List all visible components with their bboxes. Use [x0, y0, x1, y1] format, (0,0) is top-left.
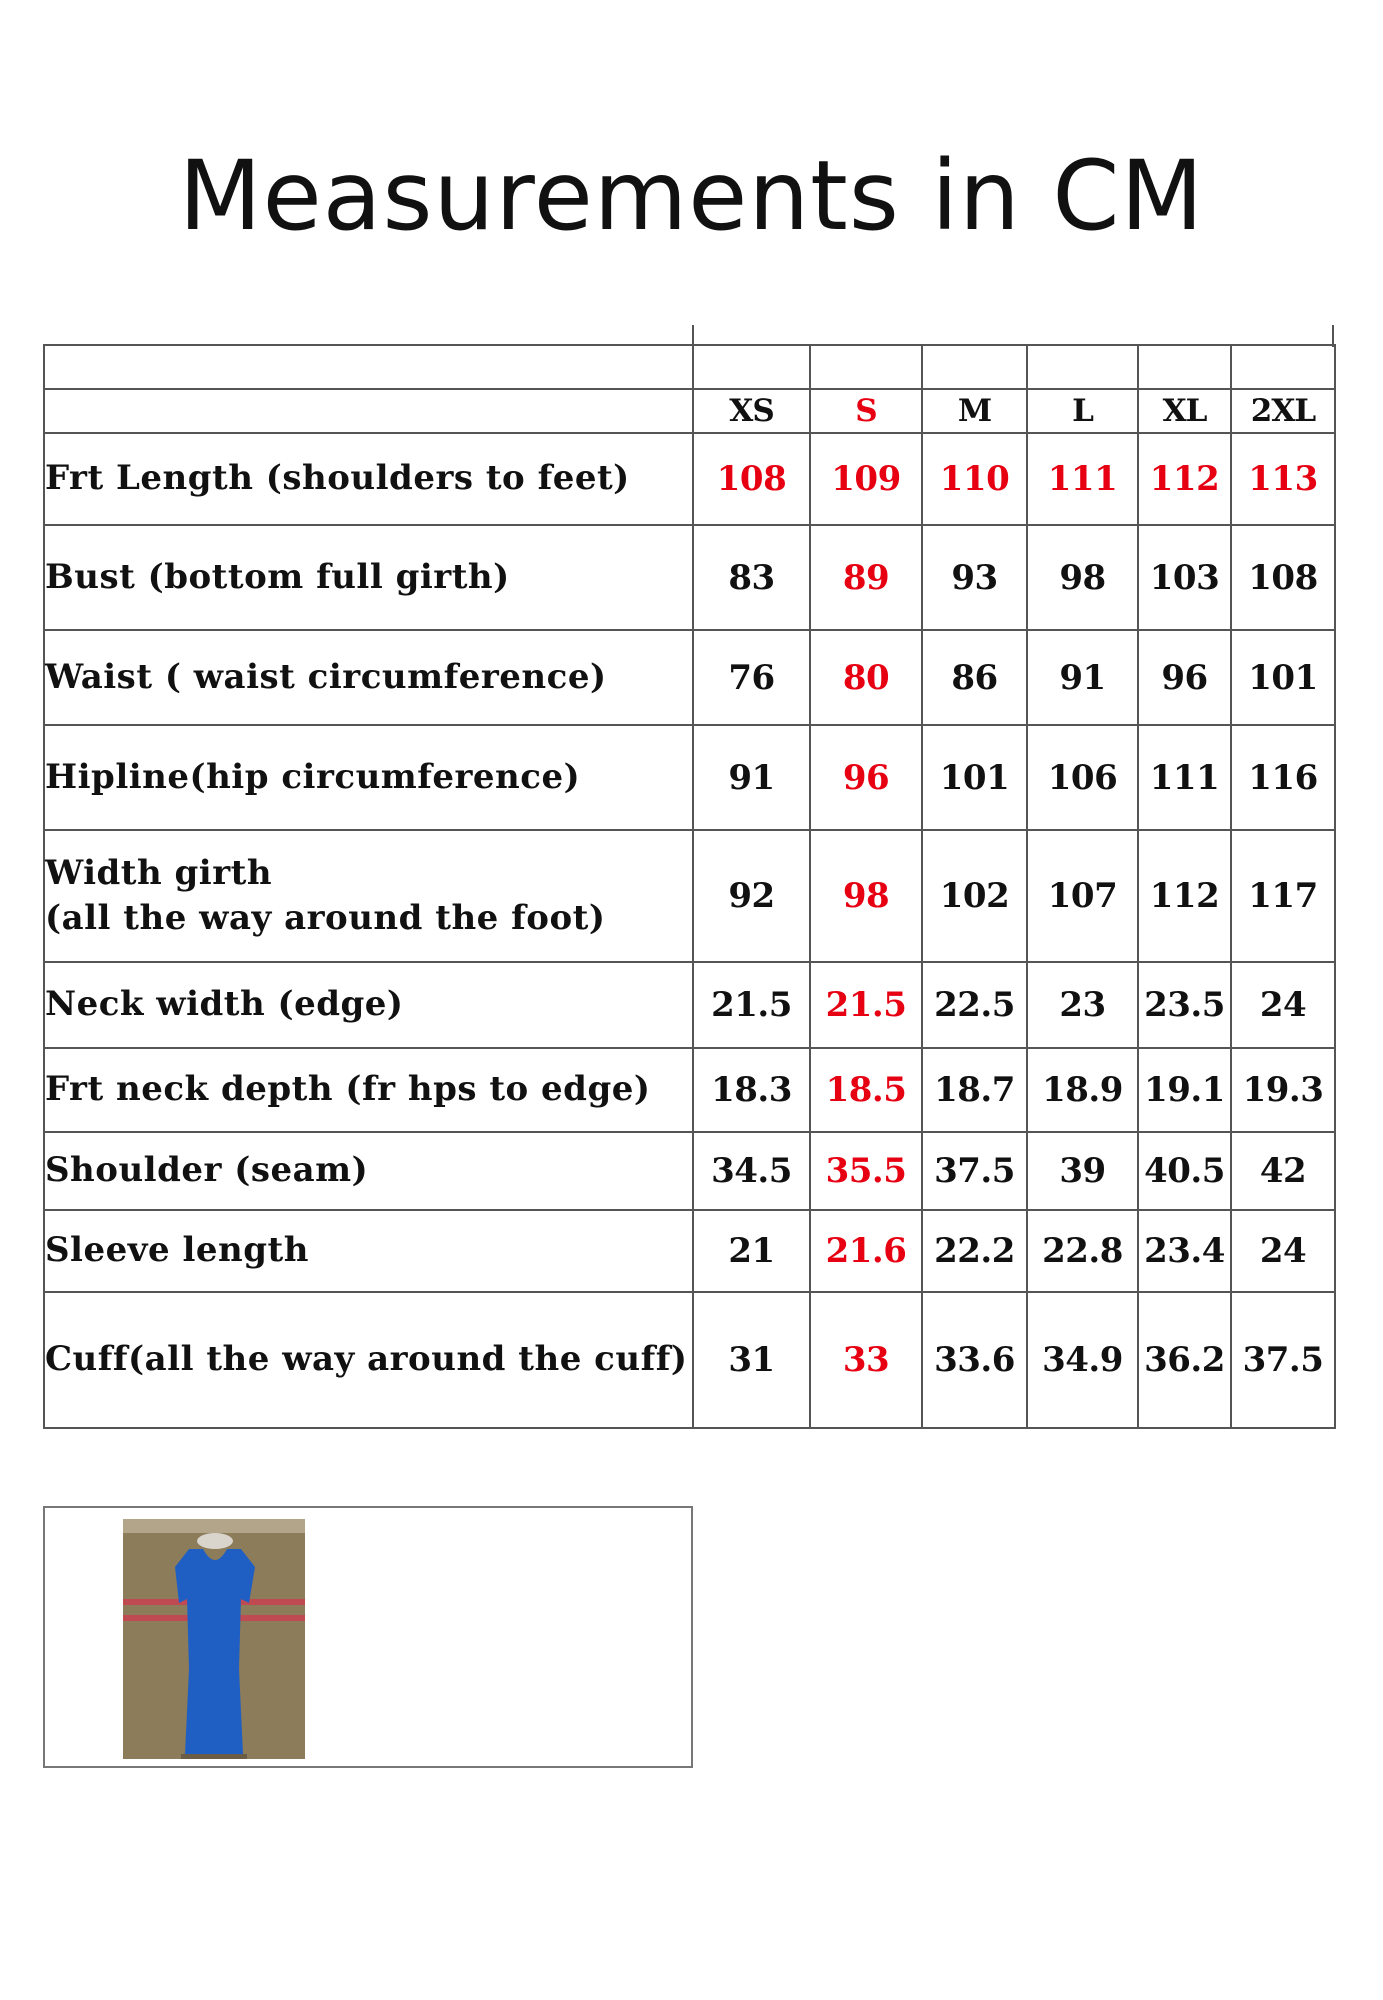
- row-label: Frt Length (shoulders to feet): [44, 433, 693, 525]
- size-header-m: M: [922, 389, 1027, 433]
- measurement-cell: 91: [1027, 630, 1138, 725]
- measurement-cell: 96: [1138, 630, 1231, 725]
- measurement-cell: 102: [922, 830, 1027, 962]
- measurement-cell: 101: [922, 725, 1027, 830]
- measurement-cell: 22.8: [1027, 1210, 1138, 1292]
- product-image-box: [43, 1506, 693, 1768]
- measurement-cell: 116: [1231, 725, 1335, 830]
- measurement-cell: 19.1: [1138, 1048, 1231, 1132]
- measurement-cell: 93: [922, 525, 1027, 630]
- blue-dress-photo-icon: [123, 1519, 305, 1759]
- row-label: Shoulder (seam): [44, 1132, 693, 1210]
- size-header-xl: XL: [1138, 389, 1231, 433]
- row-label: Waist ( waist circumference): [44, 630, 693, 725]
- measurement-cell: 18.3: [693, 1048, 810, 1132]
- measurement-cell: 35.5: [810, 1132, 922, 1210]
- page-title: Measurements in CM: [178, 140, 1205, 252]
- measurement-cell: 80: [810, 630, 922, 725]
- table-row: [44, 630, 1335, 725]
- measurement-cell: 37.5: [922, 1132, 1027, 1210]
- measurement-cell: 31: [693, 1292, 810, 1428]
- measurement-cell: 18.5: [810, 1048, 922, 1132]
- table-row: [44, 1292, 1335, 1428]
- measurement-cell: 112: [1138, 433, 1231, 525]
- blank-cell: [810, 345, 922, 389]
- table-row: [44, 962, 1335, 1048]
- measurement-cell: 40.5: [1138, 1132, 1231, 1210]
- measurement-cell: 109: [810, 433, 922, 525]
- blank-cell: [693, 345, 810, 389]
- table-row: [44, 1132, 1335, 1210]
- blank-cell: [44, 345, 693, 389]
- size-header-s: S: [810, 389, 922, 433]
- measurement-cell: 111: [1138, 725, 1231, 830]
- measurement-cell: 23.5: [1138, 962, 1231, 1048]
- measurement-cell: 113: [1231, 433, 1335, 525]
- measurement-cell: 106: [1027, 725, 1138, 830]
- measurement-cell: 21.6: [810, 1210, 922, 1292]
- blank-cell: [1027, 345, 1138, 389]
- measurement-cell: 108: [693, 433, 810, 525]
- size-header-row: [44, 389, 1335, 433]
- measurement-cell: 108: [1231, 525, 1335, 630]
- measurement-cell: 112: [1138, 830, 1231, 962]
- measurement-cell: 24: [1231, 1210, 1335, 1292]
- measurement-cell: 23.4: [1138, 1210, 1231, 1292]
- measurement-cell: 98: [1027, 525, 1138, 630]
- measurement-cell: 83: [693, 525, 810, 630]
- table-row: [44, 830, 1335, 962]
- header-corner-cell: [44, 389, 693, 433]
- measurement-cell: 89: [810, 525, 922, 630]
- row-label: Sleeve length: [44, 1210, 693, 1292]
- measurement-cell: 33.6: [922, 1292, 1027, 1428]
- row-label: Width girth (all the way around the foot): [44, 830, 693, 962]
- size-header-xs: XS: [693, 389, 810, 433]
- measurement-cell: 19.3: [1231, 1048, 1335, 1132]
- measurement-cell: 76: [693, 630, 810, 725]
- measurement-cell: 98: [810, 830, 922, 962]
- measurement-cell: 18.9: [1027, 1048, 1138, 1132]
- blank-cell: [922, 345, 1027, 389]
- measurement-cell: 24: [1231, 962, 1335, 1048]
- measurement-cell: 103: [1138, 525, 1231, 630]
- table-row: [44, 433, 1335, 525]
- measurement-cell: 39: [1027, 1132, 1138, 1210]
- measurement-cell: 86: [922, 630, 1027, 725]
- measurement-cell: 21.5: [810, 962, 922, 1048]
- measurement-cell: 21: [693, 1210, 810, 1292]
- measurement-cell: 37.5: [1231, 1292, 1335, 1428]
- size-header-l: L: [1027, 389, 1138, 433]
- table-row: [44, 725, 1335, 830]
- row-label: Neck width (edge): [44, 962, 693, 1048]
- table-row: [44, 525, 1335, 630]
- measurement-cell: 91: [693, 725, 810, 830]
- size-header-2xl: 2XL: [1231, 389, 1335, 433]
- row-label: Hipline(hip circumference): [44, 725, 693, 830]
- table-row: [44, 1210, 1335, 1292]
- measurement-cell: 110: [922, 433, 1027, 525]
- size-chart-table: [43, 344, 1336, 1429]
- measurement-cell: 117: [1231, 830, 1335, 962]
- measurement-cell: 36.2: [1138, 1292, 1231, 1428]
- measurement-cell: 22.5: [922, 962, 1027, 1048]
- measurement-cell: 21.5: [693, 962, 810, 1048]
- blank-cell: [1231, 345, 1335, 389]
- table-row: [44, 1048, 1335, 1132]
- measurement-cell: 18.7: [922, 1048, 1027, 1132]
- blank-cell: [1138, 345, 1231, 389]
- measurement-cell: 34.9: [1027, 1292, 1138, 1428]
- measurement-cell: 22.2: [922, 1210, 1027, 1292]
- measurement-cell: 92: [693, 830, 810, 962]
- measurement-cell: 107: [1027, 830, 1138, 962]
- row-label: Frt neck depth (fr hps to edge): [44, 1048, 693, 1132]
- measurement-cell: 33: [810, 1292, 922, 1428]
- measurement-cell: 111: [1027, 433, 1138, 525]
- measurement-cell: 34.5: [693, 1132, 810, 1210]
- measurement-cell: 23: [1027, 962, 1138, 1048]
- measurement-cell: 42: [1231, 1132, 1335, 1210]
- measurement-cell: 96: [810, 725, 922, 830]
- row-label: Cuff(all the way around the cuff): [44, 1292, 693, 1428]
- row-label: Bust (bottom full girth): [44, 525, 693, 630]
- measurement-cell: 101: [1231, 630, 1335, 725]
- table-blank-row: [44, 345, 1335, 389]
